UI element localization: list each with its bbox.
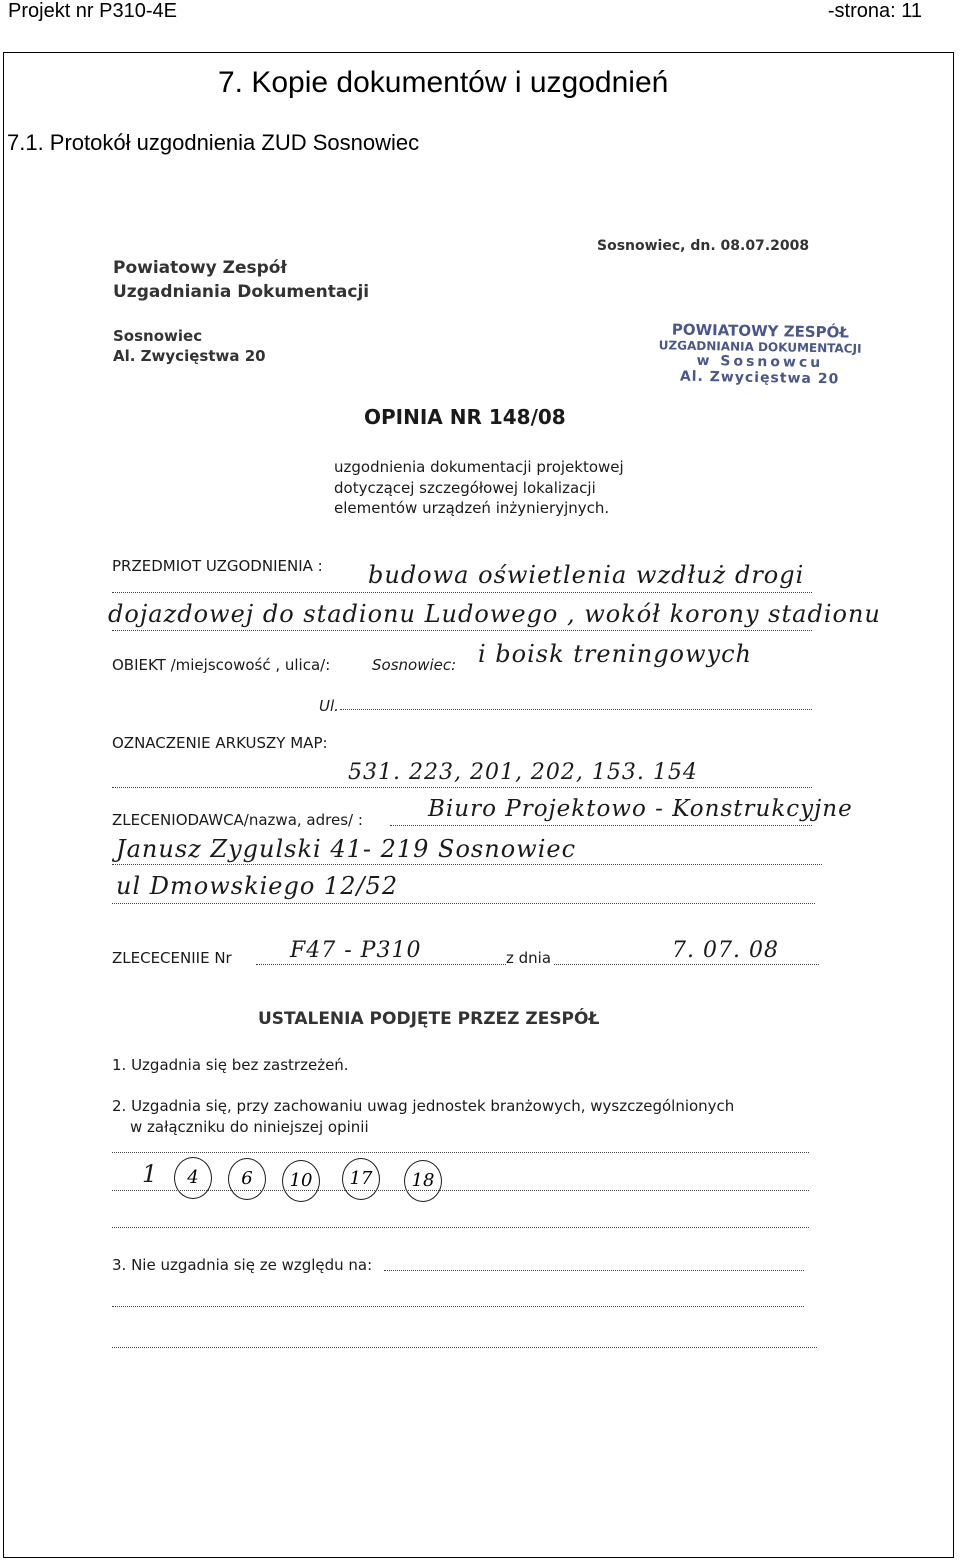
opinion-title: OPINIA NR 148/08 [364, 405, 566, 429]
page-header-project: Projekt nr P310-4E [8, 0, 177, 22]
order-date-label: z dnia [506, 949, 552, 967]
subject-handwritten-line2: dojazdowej do stadionu Ludowego , wokół korony stadionu [108, 600, 881, 628]
department-mark-17: 17 [342, 1158, 380, 1200]
dotted-line [112, 864, 822, 865]
finding-1: 1. Uzgadnia się bez zastrzeżeń. [112, 1056, 349, 1074]
client-handwritten-line2: Janusz Zygulski 41- 219 Sosnowiec [116, 835, 577, 863]
opinion-desc-line3: elementów urządzeń inżynieryjnych. [334, 499, 610, 517]
opinion-desc-line2: dotyczącej szczegółowej lokalizacji [334, 479, 596, 497]
dotted-line [112, 1347, 817, 1348]
findings-title: USTALENIA PODJĘTE PRZEZ ZESPÓŁ [258, 1009, 600, 1029]
org-street: Al. Zwycięstwa 20 [113, 347, 266, 365]
org-name-line2: Uzgadniania Dokumentacji [113, 282, 370, 302]
department-mark-18: 18 [404, 1160, 442, 1202]
department-mark-1: 1 [142, 1160, 159, 1188]
org-city: Sosnowiec [113, 327, 203, 345]
dotted-line [384, 1270, 804, 1271]
dotted-line [112, 630, 812, 631]
object-city: Sosnowiec: [372, 656, 457, 674]
order-label: ZLECECENIIE Nr [112, 949, 232, 967]
dotted-line [554, 964, 819, 965]
section-title: 7. Kopie dokumentów i uzgodnień [218, 66, 669, 99]
dotted-line [112, 592, 812, 593]
client-handwritten-line1: Biuro Projektowo - Konstrukcyjne [428, 796, 853, 822]
maps-handwritten: 531. 223, 201, 202, 153. 154 [348, 760, 698, 785]
dotted-line [390, 825, 812, 826]
street-label: Ul. [319, 697, 339, 715]
opinion-desc-line1: uzgodnienia dokumentacji projektowej [334, 458, 624, 476]
dotted-line [256, 964, 506, 965]
subject-handwritten-line1: budowa oświetlenia wzdłuż drogi [368, 561, 805, 589]
client-label: ZLECENIODAWCA/nazwa, adres/ : [112, 811, 363, 829]
dotted-line [112, 1152, 809, 1153]
dotted-line [340, 709, 812, 710]
dotted-line [112, 1227, 809, 1228]
org-name-line1: Powiatowy Zespół [113, 258, 287, 278]
dotted-line [112, 787, 812, 788]
object-label: OBIEKT /miejscowość , ulica/: [112, 656, 331, 674]
subject-handwritten-line3: i boisk treningowych [478, 640, 753, 668]
office-stamp: POWIATOWY ZESPÓŁ UZGADNIANIA DOKUMENTACJI w Sosnowcu Al. Zwycięstwa 20 [658, 320, 862, 388]
maps-label: OZNACZENIE ARKUSZY MAP: [112, 734, 328, 752]
finding-2-line1: 2. Uzgadnia się, przy zachowaniu uwag jednostek branżowych, wyszczególnionych [112, 1097, 735, 1115]
department-mark-10: 10 [282, 1160, 320, 1202]
finding-2-line2: w załączniku do niniejszej opinii [130, 1118, 369, 1136]
department-mark-6: 6 [228, 1158, 266, 1200]
dotted-line [112, 903, 815, 904]
finding-3: 3. Nie uzgadnia się ze względu na: [112, 1256, 373, 1274]
subject-label: PRZEDMIOT UZGODNIENIA : [112, 557, 323, 575]
department-mark-4: 4 [174, 1157, 212, 1199]
order-number-handwritten: F47 - P310 [290, 938, 422, 963]
order-date-handwritten: 7. 07. 08 [672, 938, 779, 963]
place-date: Sosnowiec, dn. 08.07.2008 [597, 238, 810, 254]
client-handwritten-line3: ul Dmowskiego 12/52 [116, 872, 399, 900]
page-number: -strona: 11 [827, 0, 922, 22]
dotted-line [112, 1306, 804, 1307]
subsection-title: 7.1. Protokół uzgodnienia ZUD Sosnowiec [7, 130, 420, 155]
dotted-line [112, 1190, 809, 1191]
